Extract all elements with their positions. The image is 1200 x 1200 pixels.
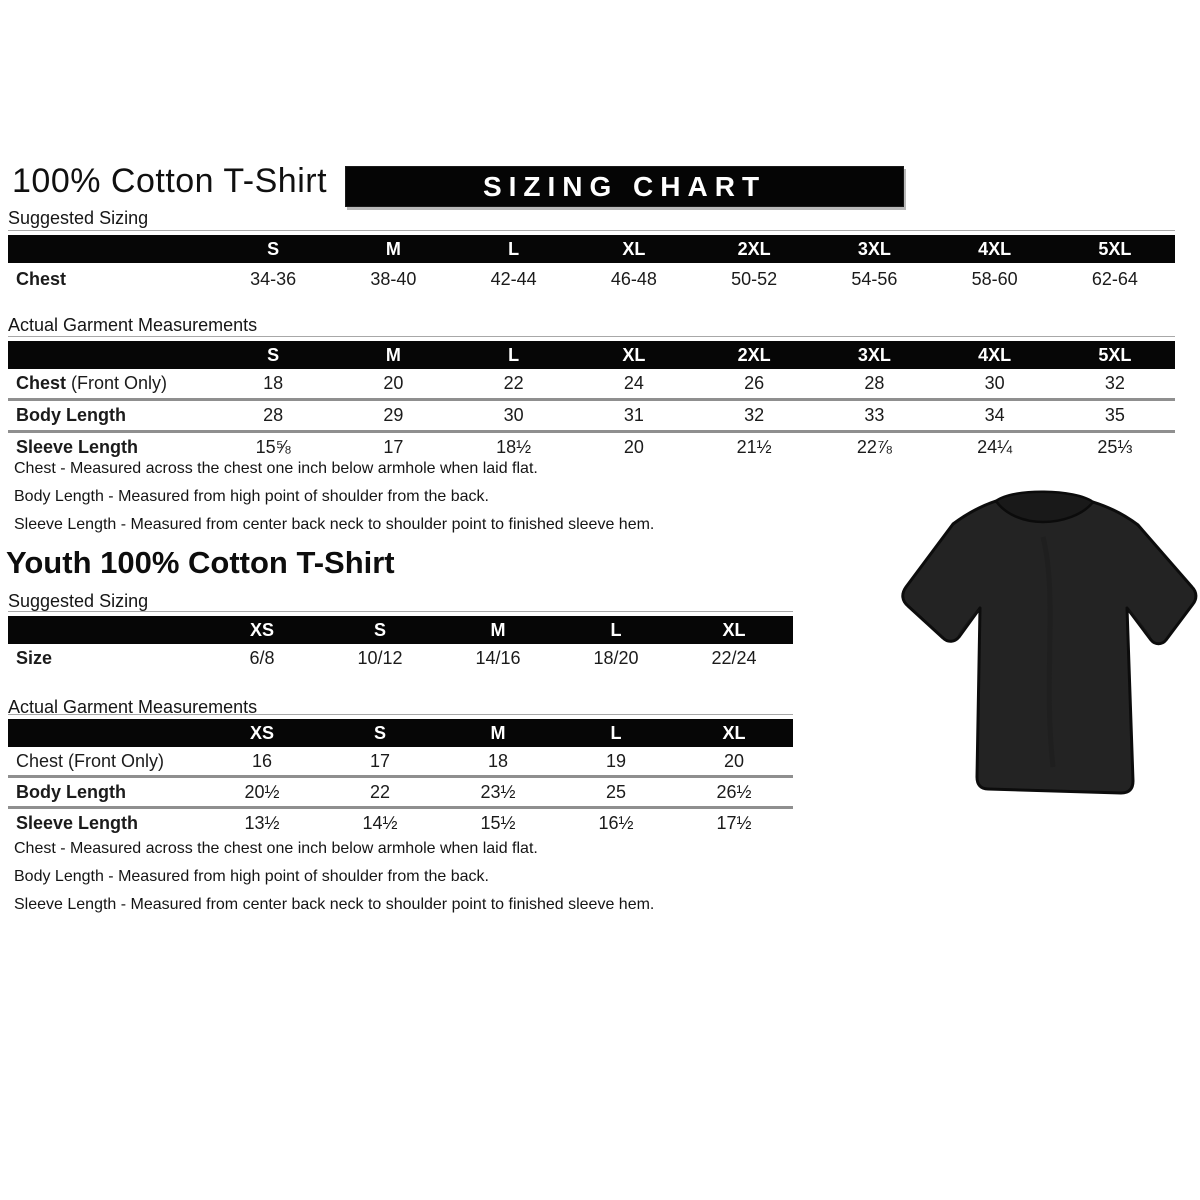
row-label — [8, 813, 203, 834]
row-label-text: Chest — [16, 750, 64, 771]
table-cell: 15⅝ — [255, 437, 291, 457]
table-row — [8, 775, 793, 806]
header-cell: 5XL — [1098, 344, 1132, 365]
header-cell: XL — [622, 238, 646, 259]
header-cell: XL — [622, 344, 646, 365]
table-cell: 30 — [503, 405, 524, 425]
table-cell: 22 — [503, 373, 524, 393]
row-label-text: Body Length — [16, 405, 126, 425]
row-label — [8, 405, 213, 426]
table-row — [8, 430, 1175, 462]
tshirt-illustration — [893, 477, 1200, 812]
table-cell: 10/12 — [357, 647, 403, 668]
table-cell: 34 — [984, 405, 1005, 425]
table-cell: 25⅓ — [1097, 437, 1133, 457]
table-cell: 18/20 — [593, 647, 639, 668]
table-cell: 17 — [369, 750, 391, 771]
row-label — [8, 437, 213, 458]
adult-suggested-sizing-table — [8, 230, 1175, 295]
header-cell: 4XL — [978, 238, 1012, 259]
header-cell: XS — [249, 722, 274, 743]
row-label-text: Size — [16, 647, 53, 668]
youth-section-title: Youth 100% Cotton T-Shirt — [6, 545, 395, 580]
table-cell: 6/8 — [249, 647, 275, 668]
table-cell: 29 — [383, 405, 404, 425]
table-row — [8, 747, 793, 775]
header-cell: M — [385, 238, 401, 259]
youth-actual-measurements-table — [8, 714, 793, 837]
row-label-text: Body Length — [16, 781, 126, 802]
header-cell: 3XL — [857, 344, 891, 365]
header-cell: S — [373, 722, 386, 743]
page-title: 100% Cotton T-Shirt — [12, 162, 328, 200]
table-row — [8, 644, 793, 672]
table-cell: 21½ — [736, 437, 772, 457]
row-label-suffix: (Front Only) — [63, 750, 165, 771]
note-line: Sleeve Length - Measured from center back neck to shoulder point to finished sleeve hem. — [14, 516, 655, 533]
row-label — [8, 751, 203, 772]
youth-measurement-notes — [14, 841, 654, 925]
table-cell: 24¼ — [977, 437, 1013, 457]
table-cell: 62-64 — [1091, 268, 1138, 289]
note-line: Body Length - Measured from high point of shoulder from the back. — [14, 488, 489, 505]
table-cell: 14/16 — [475, 647, 521, 668]
table-cell: 13½ — [244, 812, 280, 833]
table-cell: 58-60 — [971, 268, 1018, 289]
table-header-row — [8, 719, 793, 747]
table-cell: 24 — [623, 373, 644, 393]
row-label — [8, 373, 213, 394]
table-header-row — [8, 235, 1175, 263]
row-label-text: Sleeve Length — [16, 437, 139, 457]
table-cell: 31 — [623, 405, 644, 425]
table-cell: 28 — [864, 373, 885, 393]
table-cell: 42-44 — [490, 268, 537, 289]
table-row — [8, 806, 793, 837]
table-cell: 14½ — [362, 812, 398, 833]
header-cell: XL — [722, 619, 746, 640]
table-cell: 32 — [1104, 373, 1125, 393]
header-cell: 2XL — [737, 238, 771, 259]
table-cell: 23½ — [480, 781, 516, 802]
adult-actual-measurements-table — [8, 336, 1175, 462]
header-cell: XL — [722, 722, 746, 743]
table-cell: 16 — [251, 750, 273, 771]
table-cell: 20½ — [244, 781, 280, 802]
table-cell: 18 — [263, 373, 284, 393]
table-cell: 34-36 — [250, 268, 297, 289]
note-line: Chest - Measured across the chest one inch below armhole when laid flat. — [14, 460, 538, 477]
header-cell: 2XL — [737, 344, 771, 365]
table-cell: 16½ — [598, 812, 634, 833]
table-cell: 17½ — [716, 812, 752, 833]
header-cell: L — [610, 619, 622, 640]
table-row — [8, 263, 1175, 295]
youth-suggested-sizing-table — [8, 611, 793, 672]
row-label — [8, 648, 203, 669]
header-cell: M — [490, 722, 506, 743]
table-cell: 17 — [383, 437, 404, 457]
note-line: Sleeve Length - Measured from center back neck to shoulder point to finished sleeve hem. — [14, 896, 655, 913]
table-cell: 28 — [263, 405, 284, 425]
table-cell: 15½ — [480, 812, 516, 833]
table-cell: 33 — [864, 405, 885, 425]
table-cell: 38-40 — [370, 268, 417, 289]
row-label — [8, 269, 213, 290]
header-cell: 4XL — [978, 344, 1012, 365]
table-cell: 18½ — [496, 437, 532, 457]
header-cell: S — [267, 238, 280, 259]
table-cell: 26½ — [716, 781, 752, 802]
header-cell: L — [610, 722, 622, 743]
header-cell: M — [385, 344, 401, 365]
table-cell: 54-56 — [851, 268, 898, 289]
table-header-row — [8, 616, 793, 644]
sizing-chart-banner-text: SIZING CHART — [482, 170, 767, 202]
table-cell: 26 — [744, 373, 765, 393]
sizing-chart-banner — [345, 166, 904, 207]
header-cell: XS — [249, 619, 274, 640]
table-cell: 35 — [1104, 405, 1125, 425]
youth-suggested-sizing-label: Suggested Sizing — [8, 591, 149, 611]
table-cell: 22/24 — [711, 647, 757, 668]
table-cell: 22⅞ — [856, 437, 892, 457]
table-cell: 19 — [605, 750, 627, 771]
table-row — [8, 369, 1175, 398]
table-cell: 20 — [383, 373, 404, 393]
note-line: Body Length - Measured from high point of shoulder from the back. — [14, 868, 489, 885]
youth-actual-measurements-label: Actual Garment Measurements — [8, 697, 258, 717]
row-label-suffix: (Front Only) — [66, 373, 168, 393]
header-cell: 3XL — [857, 238, 891, 259]
header-cell: S — [373, 619, 386, 640]
table-cell: 32 — [744, 405, 765, 425]
header-cell: M — [490, 619, 506, 640]
table-cell: 22 — [369, 781, 391, 802]
header-cell: L — [508, 238, 520, 259]
header-cell: 5XL — [1098, 238, 1132, 259]
table-row — [8, 398, 1175, 430]
row-label-text: Sleeve Length — [16, 812, 139, 833]
table-cell: 25 — [605, 781, 627, 802]
table-cell: 46-48 — [610, 268, 657, 289]
table-header-row — [8, 341, 1175, 369]
row-label-text: Chest — [16, 373, 67, 393]
black-tshirt-photo — [893, 477, 1200, 812]
note-line: Chest - Measured across the chest one inch below armhole when laid flat. — [14, 840, 538, 857]
row-label-text: Chest — [16, 268, 67, 289]
table-cell: 20 — [623, 437, 644, 457]
table-cell: 18 — [487, 750, 509, 771]
header-cell: S — [267, 344, 280, 365]
table-cell: 30 — [984, 373, 1005, 393]
adult-actual-measurements-label: Actual Garment Measurements — [8, 315, 258, 335]
row-label — [8, 782, 203, 803]
adult-measurement-notes — [14, 461, 654, 545]
header-cell: L — [508, 344, 520, 365]
adult-suggested-sizing-label: Suggested Sizing — [8, 208, 149, 228]
table-cell: 50-52 — [731, 268, 778, 289]
table-cell: 20 — [723, 750, 745, 771]
